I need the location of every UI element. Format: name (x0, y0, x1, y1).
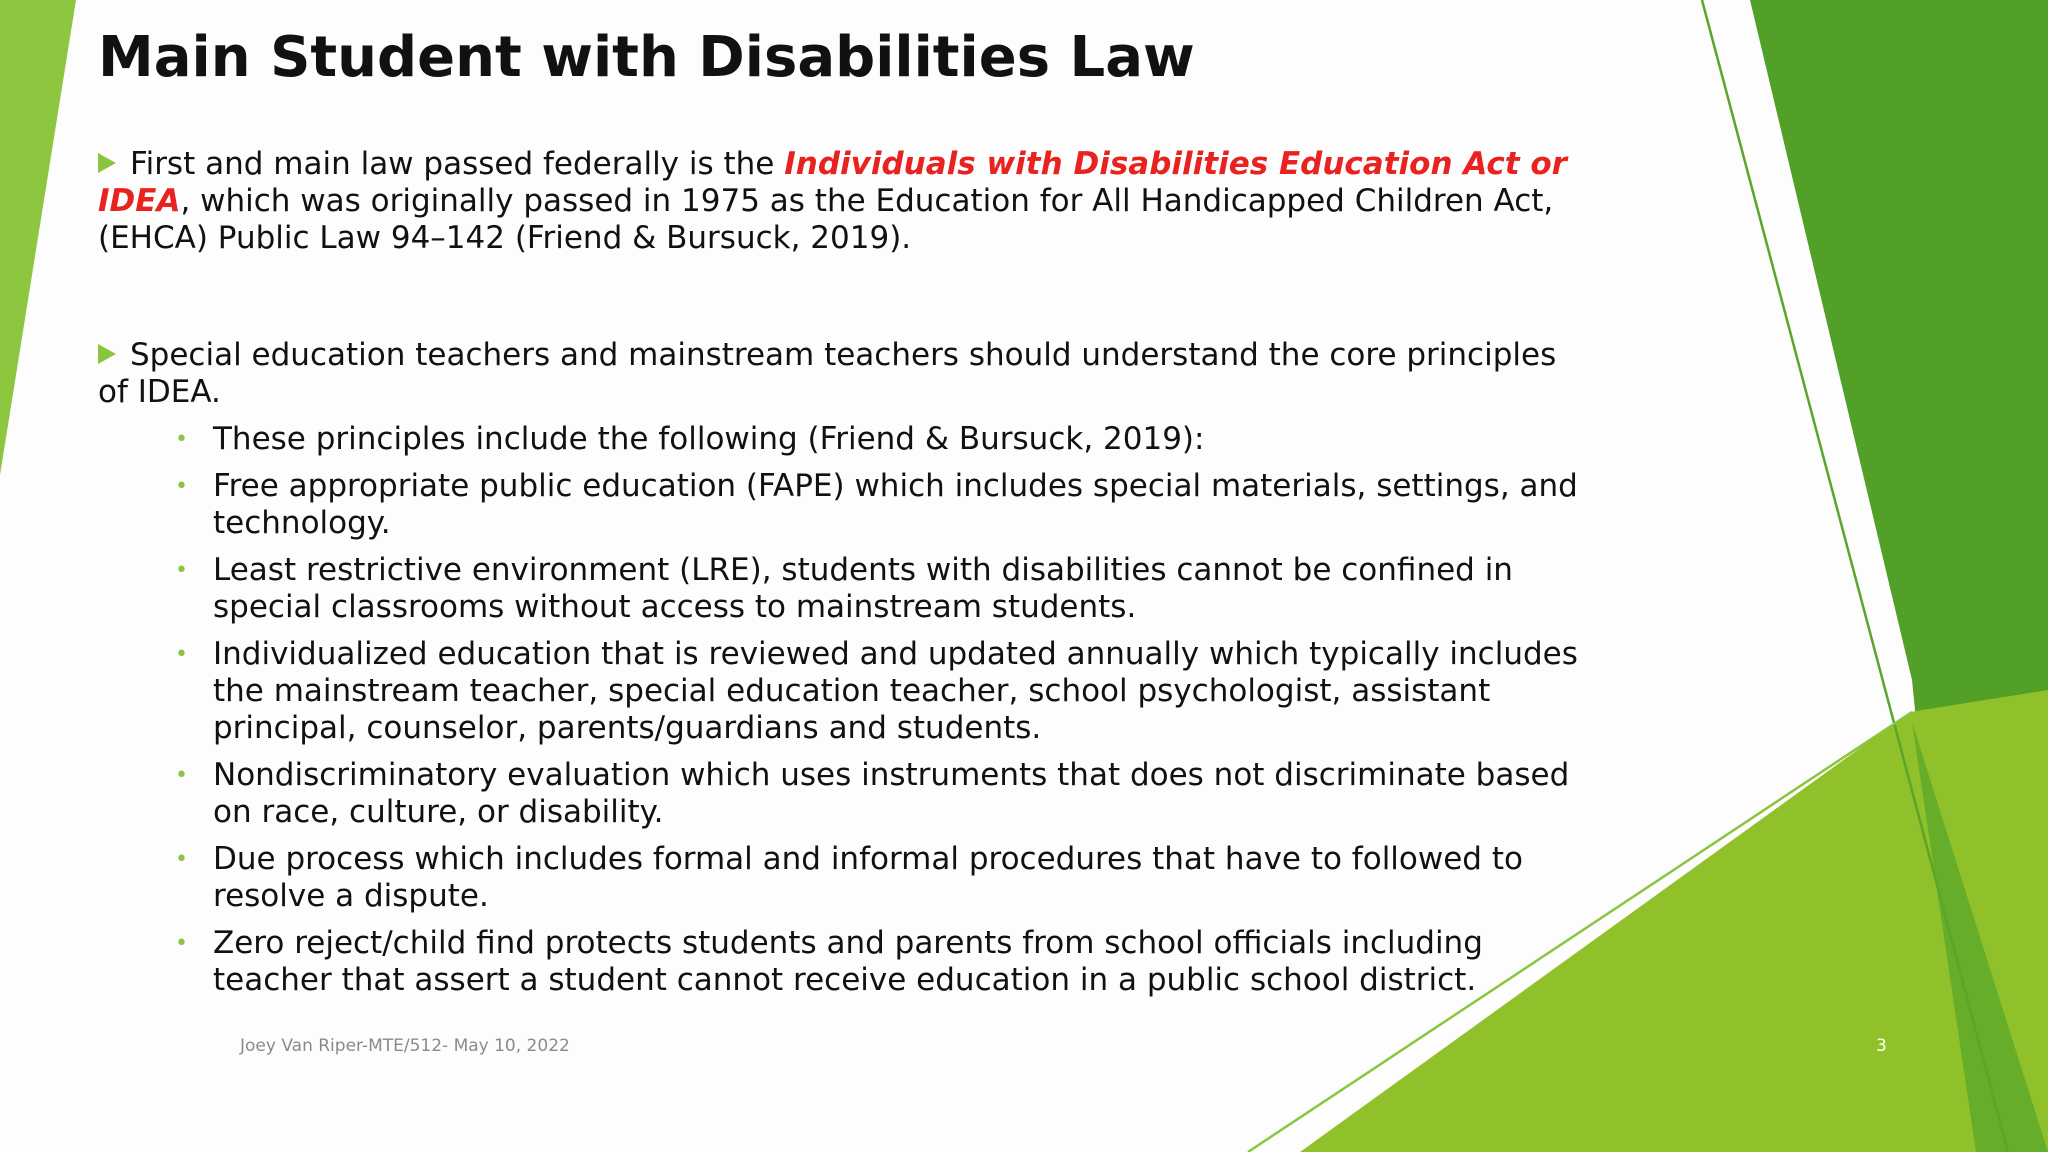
list-item: • Due process which includes formal and informal procedures that have to followed to resolve a dispute. (175, 841, 1523, 914)
bullet-dot-icon: • (175, 847, 188, 872)
slide-body (98, 146, 1578, 1009)
left-green-wedge (0, 0, 76, 475)
list-item: • Free appropriate public education (FAPE) which includes special materials, settings, and technology. (175, 468, 1578, 541)
bullet-2-text: Special education teachers and mainstream teachers should understand the core principles of IDEA. (98, 337, 1557, 410)
bullet-1-text-end: , which was originally passed in 1975 as the Education for All Handicapped Children Act, (EHCA) Public Law 94–142 (Friend & Bursuck, 2019). (98, 183, 1554, 256)
idea-principles-list (98, 421, 1578, 999)
bullet-dot-icon: • (175, 427, 188, 452)
list-item: • These principles include the following (Friend & Bursuck, 2019): (175, 421, 1205, 457)
bullet-dot-icon: • (175, 558, 188, 583)
list-item: • Individualized education that is reviewed and updated annually which typically includes the mainstream teacher, special education teacher, school psychologist, assistant principal, counselor, parents/guardians and students. (175, 636, 1578, 746)
bullet-dot-icon: • (175, 474, 188, 499)
list-item: • Nondiscriminatory evaluation which uses instruments that does not discriminate based on race, culture, or disability. (175, 757, 1570, 830)
list-item: • Zero reject/child find protects students and parents from school officials including teacher that assert a student cannot receive education in a public school district. (175, 925, 1483, 998)
green-arrow-bullet-icon (98, 344, 116, 364)
idea-law-name: Individuals with Disabilities Education Act or IDEA (98, 146, 1567, 219)
slide-footer: Joey Van Riper-MTE/512- May 10, 2022 (240, 1036, 570, 1056)
bullet-1-text-start: First and main law passed federally is the (130, 146, 785, 182)
slide-title: Main Student with Disabilities Law (98, 25, 1195, 90)
bullet-dot-icon: • (175, 642, 188, 667)
page-number: 3 (1876, 1036, 1887, 1056)
bullet-1 (98, 146, 1578, 257)
bullet-2 (98, 337, 1578, 411)
bullet-dot-icon: • (175, 763, 188, 788)
green-arrow-bullet-icon (98, 153, 116, 173)
list-item: • Least restrictive environment (LRE), students with disabilities cannot be confined in special classrooms without access to mainstream students. (175, 552, 1513, 625)
bullet-dot-icon: • (175, 931, 188, 956)
